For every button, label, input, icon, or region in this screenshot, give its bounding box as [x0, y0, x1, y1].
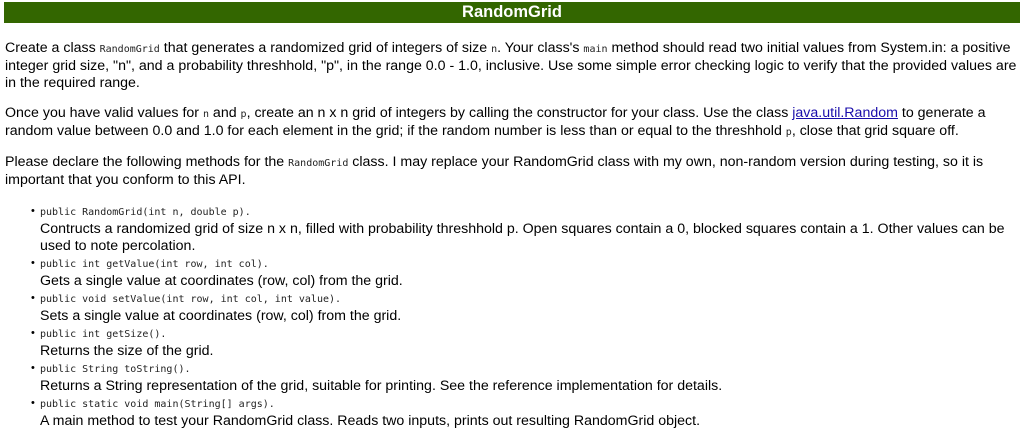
code-class-name: RandomGrid	[99, 44, 160, 55]
text: Once you have valid values for	[5, 105, 203, 121]
intro-paragraph	[5, 40, 1018, 92]
method-description: Contructs a randomized grid of size n x n, filled with probability threshhold p. Open squares contain a 0, blocked squares contain a 1. Other values can be used to note percolation.	[40, 221, 1005, 254]
method-item	[32, 325, 1018, 360]
text: , close that grid square off.	[791, 123, 959, 139]
method-signature: public int getSize().	[40, 329, 167, 340]
api-paragraph	[5, 154, 1018, 189]
method-description: Returns a String representation of the grid, suitable for printing. See the reference implementation for details.	[40, 378, 723, 394]
text: Create a class	[5, 40, 100, 56]
bullet-icon: •	[31, 205, 35, 217]
bullet-icon: •	[31, 327, 35, 339]
method-signature: public static void main(String[] args).	[40, 399, 275, 410]
code-class-name: RandomGrid	[288, 158, 349, 169]
text: Please declare the following methods for the	[5, 154, 289, 170]
method-description: Gets a single value at coordinates (row, col) from the grid.	[40, 273, 403, 289]
java-util-random-link[interactable]: java.util.Random	[792, 105, 898, 121]
bullet-icon: •	[31, 397, 35, 409]
method-item	[32, 290, 1018, 325]
method-signature: public void setValue(int row, int col, int value).	[40, 294, 342, 305]
text: , create an n x n grid of integers by calling the constructor for your class. Use the class	[246, 105, 793, 121]
method-item	[32, 203, 1018, 255]
bullet-icon: •	[31, 362, 35, 374]
text: class. I may replace your RandomGrid class with my own, non-random version during testing, so it is important that you conform to this API.	[5, 154, 984, 188]
method-item	[32, 395, 1018, 430]
method-description: Sets a single value at coordinates (row, col) from the grid.	[40, 308, 402, 324]
method-description: Returns the size of the grid.	[40, 343, 214, 359]
assignment-content	[0, 40, 1024, 430]
code-main: main	[583, 44, 608, 55]
text: method should read two initial values from System.in: a positive integer grid size, "n", and a probability threshhold, "p", in the range 0.0 - 1.0, inclusive. Use some simple error checking logic to verify that the provided values are in the required range.	[5, 40, 1017, 91]
text: to generate a random value between 0.0 and 1.0 for each element in the grid; if the random number is less than or equal to the threshhold	[5, 105, 986, 139]
text: and	[208, 105, 241, 121]
code-n: n	[491, 44, 498, 55]
bullet-icon: •	[31, 292, 35, 304]
method-item	[32, 255, 1018, 290]
method-signature: public String toString().	[40, 364, 191, 375]
text: . Your class's	[497, 40, 584, 56]
text: that generates a randomized grid of integers of size	[159, 40, 492, 56]
method-signature: public RandomGrid(int n, double p).	[40, 207, 251, 218]
method-description: A main method to test your RandomGrid class. Reads two inputs, prints out resulting RandomGrid object.	[40, 413, 701, 429]
code-n: n	[202, 109, 209, 120]
method-item	[32, 360, 1018, 395]
method-list	[5, 203, 1018, 430]
page-title: RandomGrid	[4, 2, 1020, 23]
code-p: p	[240, 109, 247, 120]
code-p: p	[785, 127, 792, 138]
method-signature: public int getValue(int row, int col).	[40, 259, 269, 270]
bullet-icon: •	[31, 257, 35, 269]
grid-paragraph	[5, 105, 1018, 141]
